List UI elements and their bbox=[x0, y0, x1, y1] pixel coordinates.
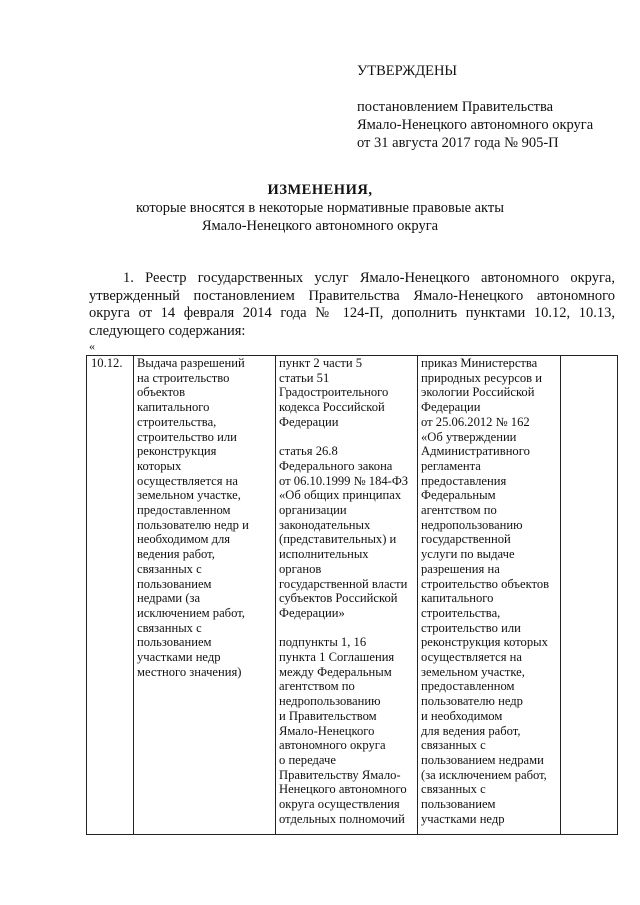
text-line: статьи 51 bbox=[279, 370, 330, 385]
text-line: от 25.06.2012 № 162 bbox=[421, 414, 530, 429]
text-line: строительства, bbox=[421, 605, 501, 620]
text-line: исключением работ, bbox=[137, 605, 245, 620]
text-line: строительство или bbox=[137, 429, 237, 444]
text-line: предоставленном bbox=[421, 679, 515, 694]
text-line: которых bbox=[137, 458, 182, 473]
empty-cell bbox=[561, 356, 618, 835]
text-line: строительства, bbox=[137, 414, 217, 429]
text-line: о передаче bbox=[279, 752, 336, 767]
text-line: Федеральным bbox=[421, 488, 496, 503]
legal-basis-cell bbox=[276, 356, 418, 835]
text-line: пункта 1 Соглашения bbox=[279, 650, 395, 665]
text-line: «Об утверждении bbox=[421, 429, 517, 444]
text-line: услуги по выдаче bbox=[421, 547, 515, 562]
text-line: участками недр bbox=[421, 811, 505, 826]
row-number: 10.12. bbox=[91, 356, 123, 370]
text-line: ведения работ, bbox=[137, 547, 215, 562]
text-line: Ненецкого автономного bbox=[279, 782, 407, 797]
text-line: государственной власти bbox=[279, 576, 408, 591]
approval-line: Ямало-Ненецкого автономного округа bbox=[357, 117, 594, 133]
approval-stamp bbox=[357, 62, 617, 152]
text-line: и Правительством bbox=[279, 708, 377, 723]
text-line: строительство или bbox=[421, 620, 521, 635]
text-line: приказ Министерства bbox=[421, 356, 538, 370]
text-line: недропользованию bbox=[421, 517, 523, 532]
document-title bbox=[0, 181, 640, 235]
intro-paragraph bbox=[89, 270, 615, 340]
text-line: кодекса Российской bbox=[279, 400, 385, 415]
text-line: пункт 2 части 5 bbox=[279, 356, 363, 370]
text-line: местного значения) bbox=[137, 664, 242, 679]
text-line: связанных с bbox=[137, 561, 202, 576]
text-line: природных ресурсов и bbox=[421, 370, 542, 385]
text-line: Градостроительного bbox=[279, 385, 389, 400]
text-line: капитального bbox=[421, 591, 494, 606]
text-line: от 06.10.1999 № 184-ФЗ bbox=[279, 473, 409, 488]
text-line: строительство объектов bbox=[421, 576, 550, 591]
title-subtitle: которые вносятся в некоторые нормативные правовые акты bbox=[135, 200, 504, 216]
text-line: недропользованию bbox=[279, 694, 381, 709]
title-main: ИЗМЕНЕНИЯ, bbox=[267, 182, 373, 198]
text-line: земельном участке, bbox=[137, 488, 241, 503]
text-line: капитального bbox=[137, 400, 210, 415]
table-row bbox=[87, 356, 618, 835]
title-subtitle: Ямало-Ненецкого автономного округа bbox=[201, 218, 439, 234]
text-line: регламента bbox=[421, 458, 481, 473]
text-line: связанных с bbox=[137, 620, 202, 635]
text-line: для ведения работ, bbox=[421, 723, 521, 738]
text-line: пользователю недр и bbox=[137, 517, 249, 532]
row-number-cell bbox=[87, 356, 134, 835]
text-line: необходимом для bbox=[137, 532, 231, 547]
text-line: реконструкция которых bbox=[421, 635, 548, 650]
text-line: законодательных bbox=[279, 517, 371, 532]
approval-line: от 31 августа 2017 года № 905-П bbox=[357, 135, 559, 151]
text-line: земельном участке, bbox=[421, 664, 525, 679]
regulation-text bbox=[421, 356, 557, 827]
approval-line: постановлением Правительства bbox=[357, 99, 554, 115]
text-line: разрешения на bbox=[421, 561, 500, 576]
text-line: пользованием недрами bbox=[421, 752, 544, 767]
service-name-text bbox=[137, 356, 272, 679]
text-line: «Об общих принципах bbox=[279, 488, 402, 503]
text-line: предоставления bbox=[421, 473, 507, 488]
regulation-cell bbox=[418, 356, 561, 835]
text-line: на строительство bbox=[137, 370, 230, 385]
text-line: Правительству Ямало- bbox=[279, 767, 401, 782]
legal-basis-block bbox=[279, 444, 414, 620]
text-line: участками недр bbox=[137, 650, 221, 665]
text-line: Административного bbox=[421, 444, 530, 459]
text-line: статья 26.8 bbox=[279, 444, 338, 459]
text-line: (за исключением работ, bbox=[421, 767, 547, 782]
text-line: объектов bbox=[137, 385, 186, 400]
paragraph-text: 1. Реестр государственных услуг Ямало-Ненецкого автономного округа, утвержденный постановлением Правительства Ямало-Ненецкого автономного округа от 14 февраля 2014 года № 124-П, дополнить пунктами 10.12, 10.13, следующего содержания: bbox=[89, 270, 615, 339]
text-line: подпункты 1, 16 bbox=[279, 635, 367, 650]
service-name-cell bbox=[134, 356, 276, 835]
text-line: Федерации bbox=[421, 400, 481, 415]
text-line: связанных с bbox=[421, 738, 486, 753]
text-line: связанных с bbox=[421, 782, 486, 797]
text-line: Федерации bbox=[279, 414, 339, 429]
text-line: (представительных) и bbox=[279, 532, 397, 547]
text-line: недрами (за bbox=[137, 591, 201, 606]
approval-heading: УТВЕРЖДЕНЫ bbox=[357, 63, 458, 79]
text-line: Федерального закона bbox=[279, 458, 393, 473]
text-line: и необходимом bbox=[421, 708, 503, 723]
text-line: Федерации» bbox=[279, 605, 345, 620]
text-line: агентством по bbox=[421, 503, 497, 518]
text-line: органов bbox=[279, 561, 322, 576]
text-line: округа осуществления bbox=[279, 797, 400, 812]
text-line: между Федеральным bbox=[279, 664, 392, 679]
text-line: пользователю недр bbox=[421, 694, 523, 709]
text-line: отдельных полномочий bbox=[279, 811, 405, 826]
text-line: осуществляется на bbox=[421, 650, 522, 665]
text-line: реконструкция bbox=[137, 444, 217, 459]
text-line: агентством по bbox=[279, 679, 355, 694]
text-line: Выдача разрешений bbox=[137, 356, 245, 370]
text-line: автономного округа bbox=[279, 738, 386, 753]
text-line: государственной bbox=[421, 532, 511, 547]
text-line: организации bbox=[279, 503, 347, 518]
text-line: предоставленном bbox=[137, 503, 231, 518]
legal-basis-block bbox=[279, 635, 414, 826]
opening-quote: « bbox=[89, 339, 95, 353]
text-line: осуществляется на bbox=[137, 473, 238, 488]
text-line: субъектов Российской bbox=[279, 591, 398, 606]
text-line: Ямало-Ненецкого bbox=[279, 723, 375, 738]
text-line: пользованием bbox=[137, 635, 212, 650]
text-line: исполнительных bbox=[279, 547, 369, 562]
text-line: пользованием bbox=[421, 797, 496, 812]
legal-basis-block bbox=[279, 356, 414, 430]
text-line: пользованием bbox=[137, 576, 212, 591]
registry-table bbox=[86, 355, 618, 835]
text-line: экологии Российской bbox=[421, 385, 535, 400]
